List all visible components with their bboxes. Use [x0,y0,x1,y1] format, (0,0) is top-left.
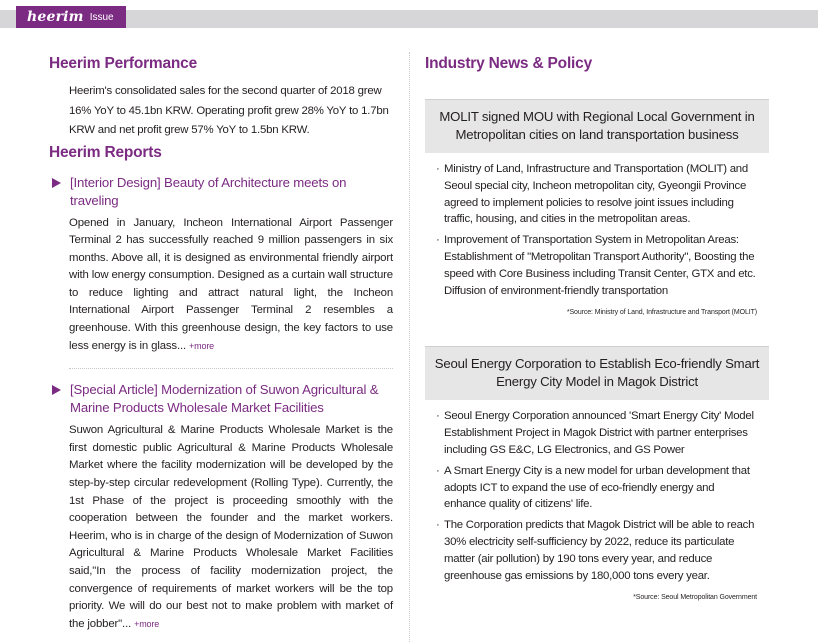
triangle-bullet-icon [52,385,61,395]
article-header[interactable] [49,381,393,417]
news-item: · Improvement of Transportation System in Metropolitan Areas: Establishment of "Metropolitan Transport Authority", Boosting the speed with Core Business including Transit Center, GTX and etc. Diffusion of environment-friendly transportation [438,232,759,299]
article-title[interactable]: [Special Article] Modernization of Suwon Agricultural & Marine Products Wholesale Market Facilities [70,382,379,416]
article-text: Opened in January, Incheon International Airport Passenger Terminal 2 has successfully reached 9 million passengers in six months. Above all, it is designed as environmental friendly airport with low energy consumption. Designed as a curtain wall structure to reduce lighting and attract natural light, the Incheon International Airport Passenger Terminal 2 resembles a greenhouse. With this greenhouse design, the key factors to use less energy is in glass... [69,216,393,352]
news-item: · Ministry of Land, Infrastructure and Transportation (MOLIT) and Seoul special city, Incheon metropolitan city, Gyeongii Province agreed to implement policies to resolve joint issues including traffic, housing, and cities in the metropolitan areas. [438,161,759,228]
news-title: Industry News & Policy [425,55,593,72]
source-note: *Source: Ministry of Land, Infrastructure and Transport (MOLIT) [566,309,757,317]
divider [69,368,393,369]
more-link[interactable]: +more [134,618,160,629]
article-body [69,215,393,356]
source-note: *Source: Seoul Metropolitan Government [633,594,757,602]
right-column [425,52,769,601]
article-title[interactable]: [Interior Design] Beauty of Architecture meets on traveling [70,174,347,208]
top-bar [0,0,818,28]
news-list [438,408,759,584]
section-badge [16,6,126,28]
section-label: Issue [89,11,114,23]
news-item: · The Corporation predicts that Magok District will be able to reach 30% electricity self-sufficiency by 2022, reduce its particulate matter (air pollution) by 190 tons every year, and reduce greenhouse gas emissions by 180,000 tons every year. [438,517,759,584]
more-link[interactable]: +more [189,340,215,351]
report-article [49,381,393,633]
performance-title: Heerim Performance [49,55,198,72]
article-body [69,422,393,633]
performance-text: Heerim's consolidated sales for the second quarter of 2018 grew 16% YoY to 45.1bn KRW. Operating profit grew 28% YoY to 1.7bn KRW and net profit grew 57% YoY to 1.5bn KRW. [69,85,389,136]
triangle-bullet-icon [52,178,61,188]
report-article [49,174,393,370]
article-text: Suwon Agricultural & Marine Products Wholesale Market is the first domestic public Agricultural & Marine Products Wholesale Market where the facility modernization will be developed by the step-by-step circular redevelopment (Rolling Type). Currently, the 1st Phase of the project is proceeding smoothly with the cooperation between the founder and the market workers. Heerim, who is in charge of the design of Modernization of Suwon Agricultural & Marine Products Wholesale Market Facilities said,"In the process of facility modernization project, the convergence of requirements of market workers will be the top priority. We will do our best not to make problem with market of the jobber"... [69,424,393,630]
news-box [425,99,769,316]
news-box [425,346,769,601]
column-divider [409,52,410,642]
news-list [438,161,759,299]
article-header[interactable] [49,174,393,210]
left-column [49,52,393,633]
news-box-heading: Seoul Energy Corporation to Establish Eco-friendly Smart Energy City Model in Magok District [425,346,769,400]
reports-title: Heerim Reports [49,143,162,161]
news-item: · Seoul Energy Corporation announced 'Smart Energy City' Model Establishment Project in Magok District with partner enterprises including GS E&C, LG Electronics, and GS Power [438,408,759,458]
brand-logo: heerim [27,9,84,25]
news-box-heading: MOLIT signed MOU with Regional Local Government in Metropolitan cities on land transportation business [425,99,769,153]
news-item: · A Smart Energy City is a new model for urban development that adopts ICT to expand the use of eco-friendly energy and enhance quality of citizens' life. [438,463,759,513]
